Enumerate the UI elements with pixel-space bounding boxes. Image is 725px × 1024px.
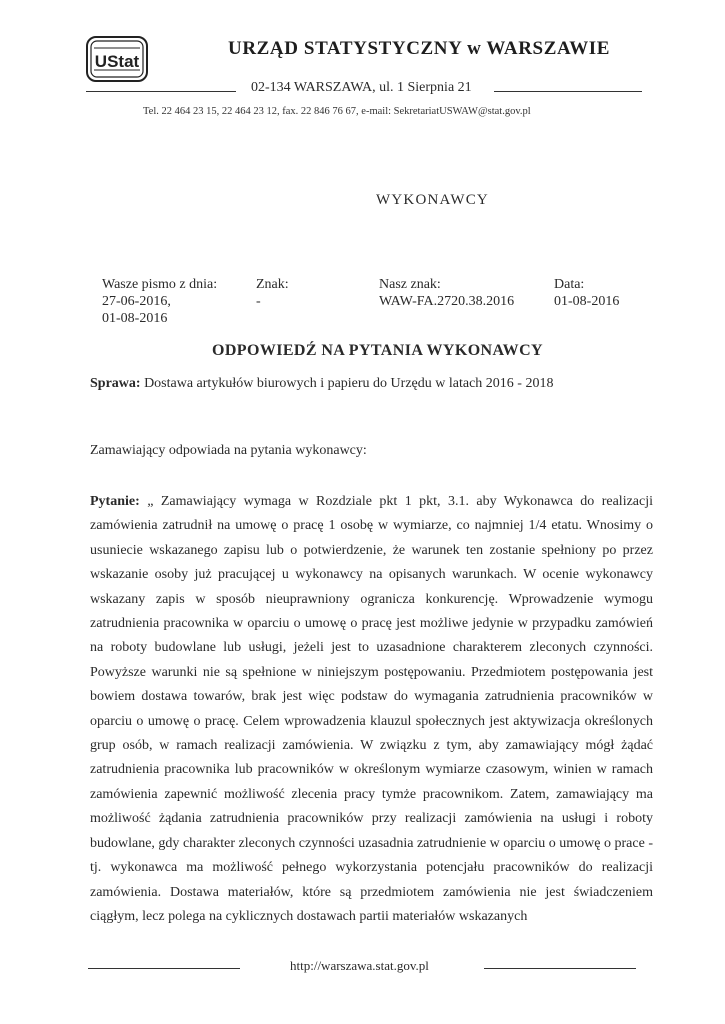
footer-rule-left [88, 968, 240, 969]
your-letter-date-2: 01-08-2016 [102, 311, 168, 326]
subject-line [90, 376, 553, 392]
your-letter-label: Wasze pismo z dnia: [102, 277, 218, 292]
sign-label: Znak: [256, 277, 289, 292]
address-row [86, 80, 642, 100]
recipients: WYKONAWCY [376, 192, 489, 208]
organization-name: URZĄD STATYSTYCZNY w WARSZAWIE [228, 38, 611, 59]
address-rule-left [86, 91, 236, 92]
intro-text: Zamawiający odpowiada na pytania wykonawcy: [90, 443, 367, 458]
subject-label: Sprawa: [90, 376, 141, 391]
date-value: 01-08-2016 [554, 294, 620, 309]
your-letter-block [102, 276, 217, 327]
question-paragraph [90, 490, 653, 929]
footer-url: http://warszawa.stat.gov.pl [290, 958, 429, 973]
address: 02-134 WARSZAWA, ul. 1 Sierpnia 21 [251, 80, 472, 95]
logo-text: UStat [94, 52, 140, 71]
footer-rule-right [484, 968, 636, 969]
address-rule-right [494, 91, 642, 92]
date-block [554, 276, 619, 310]
document-title: ODPOWIEDŹ NA PYTANIA WYKONAWCY [212, 342, 543, 359]
contact-info: Tel. 22 464 23 15, 22 464 23 12, fax. 22 846 76 67, e-mail: SekretariatUSWAW@stat.gov.pl [143, 106, 531, 117]
date-label: Data: [554, 277, 585, 292]
your-letter-date-1: 27-06-2016, [102, 294, 171, 309]
subject-text: Dostawa artykułów biurowych i papieru do Urzędu w latach 2016 - 2018 [144, 376, 554, 391]
question-text: „ Zamawiający wymaga w Rozdziale pkt 1 pkt, 3.1. aby Wykonawca do realizacji zamówienia zatrudnił na umowę o pracę 1 osobę w wymiarze, co najmniej 1/4 etatu. Wnosimy o usuniecie wskazanego zapisu lub o potwierdzenie, że warunek ten zostanie spełniony po przez wskazanie osoby już pracującej u wykonawcy na opisanych warunkach. W ocenie wykonawcy wskazany zapis w sposób nieuprawniony ogranicza konkurencję. Wprowadzenie wymogu zatrudnienia pracownika w oparciu o umowę o pracę jest możliwe jedynie w przypadku zamówień na roboty budowlane lub usługi, jeżeli jest to uzasadnione charakterem zleconych czynności. Powyższe warunki nie są spełnione w niniejszym postępowaniu. Przedmiotem postępowania jest bowiem dostawa towarów, brak jest więc podstaw do wymagania zatrudnienia pracowników w oparciu o umowę o pracę. Celem wprowadzenia klauzul społecznych jest aktywizacja określonych grup osób, w ramach realizacji zamówienia. W związku z tym, aby zamawiający mógł żądać zatrudnienia pracownika lub pracowników w określonym wymiarze czasowym, winien w ramach zamówienia zapewnić możliwość zlecenia pracy tymże pracownikom. Zatem, zamawiający ma możliwość żądania zatrudnienia pracowników przy realizacji zamówienia na usługi i roboty budowlane, gdy charakter zleconych czynności uzasadnia zatrudnienie w oparciu o umowę o prace - tj. wykonawca ma możliwość pełnego wykorzystania potencjału pracowników do realizacji zamówienia. Dostawa materiałów, które są przedmiotem zamówienia nie jest świadczeniem ciągłym, lecz polega na cyklicznych dostawach partii materiałów wskazanych [90, 494, 654, 924]
footer [88, 956, 648, 976]
our-sign-block [379, 276, 514, 310]
sign-block [256, 276, 289, 310]
our-sign-label: Nasz znak: [379, 277, 441, 292]
ustat-logo [86, 36, 148, 82]
sign-value: - [256, 294, 261, 309]
our-sign-value: WAW-FA.2720.38.2016 [379, 294, 515, 309]
question-label: Pytanie: [90, 494, 140, 509]
